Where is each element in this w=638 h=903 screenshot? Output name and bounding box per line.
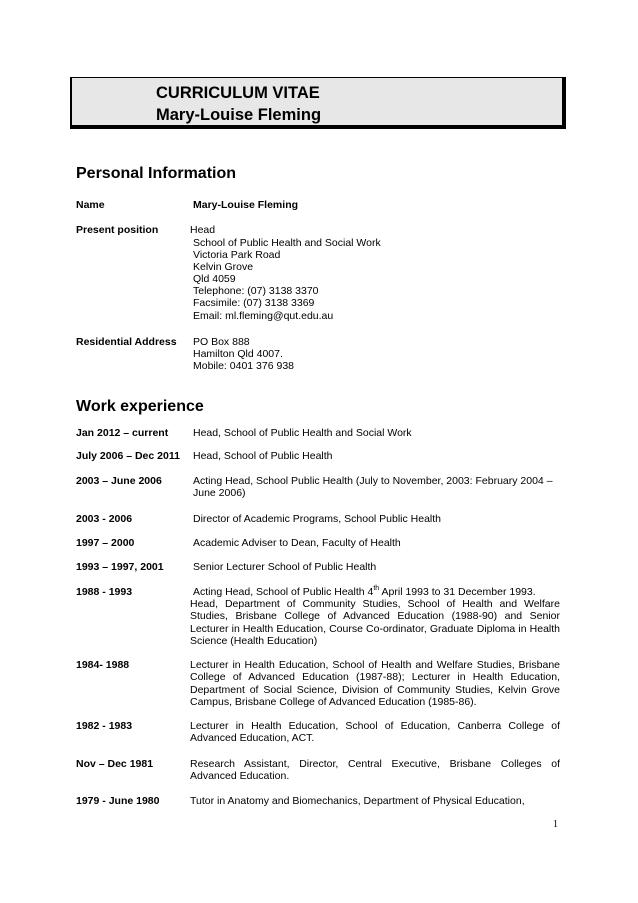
entry-text: Head, School of Public Health and Social Work xyxy=(193,427,412,439)
position-line: Kelvin Grove xyxy=(193,261,254,273)
entry-text: Director of Academic Programs, School Public Health xyxy=(193,513,442,525)
entry-date: 1988 - 1993 xyxy=(76,586,133,598)
position-line: Victoria Park Road xyxy=(193,249,281,261)
personal-heading: Personal Information xyxy=(76,165,237,182)
position-label: Present position xyxy=(76,224,159,236)
entry-first-line xyxy=(193,586,536,598)
entry-date: 1993 – 1997, 2001 xyxy=(76,561,164,573)
entry-date: 2003 - 2006 xyxy=(76,513,133,525)
entry-paragraph xyxy=(190,795,560,807)
entry-first-line-text: Acting Head, School of Public Health 4 xyxy=(193,586,374,598)
position-line: Telephone: (07) 3138 3370 xyxy=(193,285,319,297)
work-heading: Work experience xyxy=(76,398,204,415)
email-line: Email: ml.fleming@qut.edu.au xyxy=(193,310,334,322)
entry-first-line-rest: April 1993 to 31 December 1993. xyxy=(379,586,536,598)
position-line: School of Public Health and Social Work xyxy=(193,237,381,249)
entry-date: Jan 2012 – current xyxy=(76,427,169,439)
entry-text: Tutor in Anatomy and Biomechanics, Department of Physical Education, xyxy=(190,795,525,807)
ordinal-suffix: th xyxy=(373,585,380,592)
entry-text: Research Assistant, Director, Central Executive, Brisbane Colleges of Advanced Education. xyxy=(190,758,560,783)
entry-date: Nov – Dec 1981 xyxy=(76,758,154,770)
entry-date: 2003 – June 2006 xyxy=(76,475,162,487)
address-line: Mobile: 0401 376 938 xyxy=(193,360,294,372)
cv-name: Mary-Louise Fleming xyxy=(156,106,322,124)
entry-paragraph xyxy=(190,720,560,745)
name-value: Mary-Louise Fleming xyxy=(193,199,299,211)
cv-title: CURRICULUM VITAE xyxy=(156,84,320,102)
entry-paragraph xyxy=(190,598,560,647)
entry-paragraph xyxy=(190,758,560,783)
entry-text: Acting Head, School Public Health (July to November, 2003: February 2004 – xyxy=(193,475,553,487)
entry-date: 1984- 1988 xyxy=(76,659,130,671)
entry-text: Head, Department of Community Studies, School of Health and Welfare Studies, Brisbane College of Advanced Education (1988-90) and Senior Lecturer in Health Education, Course Co-ordinator, Graduate Diploma in Health Science (Health Education) xyxy=(190,598,560,647)
entry-text: Academic Adviser to Dean, Faculty of Health xyxy=(193,537,401,549)
entry-text: Lecturer in Health Education, School of Education, Canberra College of Advanced Education, ACT. xyxy=(190,720,560,745)
position-line: Qld 4059 xyxy=(193,273,236,285)
position-line: Head xyxy=(190,224,216,236)
address-line: Hamilton Qld 4007. xyxy=(193,348,283,360)
entry-paragraph xyxy=(190,659,560,708)
entry-date: 1982 - 1983 xyxy=(76,720,133,732)
position-line: Facsimile: (07) 3138 3369 xyxy=(193,297,315,309)
entry-date: July 2006 – Dec 2011 xyxy=(76,450,180,462)
entry-date: 1997 – 2000 xyxy=(76,537,135,549)
page-number: 1 xyxy=(553,819,558,830)
entry-date: 1979 - June 1980 xyxy=(76,795,160,807)
address-label: Residential Address xyxy=(76,336,177,348)
entry-text: Lecturer in Health Education, School of Health and Welfare Studies, Brisbane College of Advanced Education (1987-88); Lecturer in Health Education, Department of Social Science, Division of Community Studies, Kelvin Grove Campus, Brisbane College of Advanced Education (1985-86). xyxy=(190,659,560,708)
entry-text: June 2006) xyxy=(193,487,246,499)
entry-text: Head, School of Public Health xyxy=(193,450,333,462)
entry-text: Senior Lecturer School of Public Health xyxy=(193,561,377,573)
address-line: PO Box 888 xyxy=(193,336,250,348)
name-label: Name xyxy=(76,199,105,211)
